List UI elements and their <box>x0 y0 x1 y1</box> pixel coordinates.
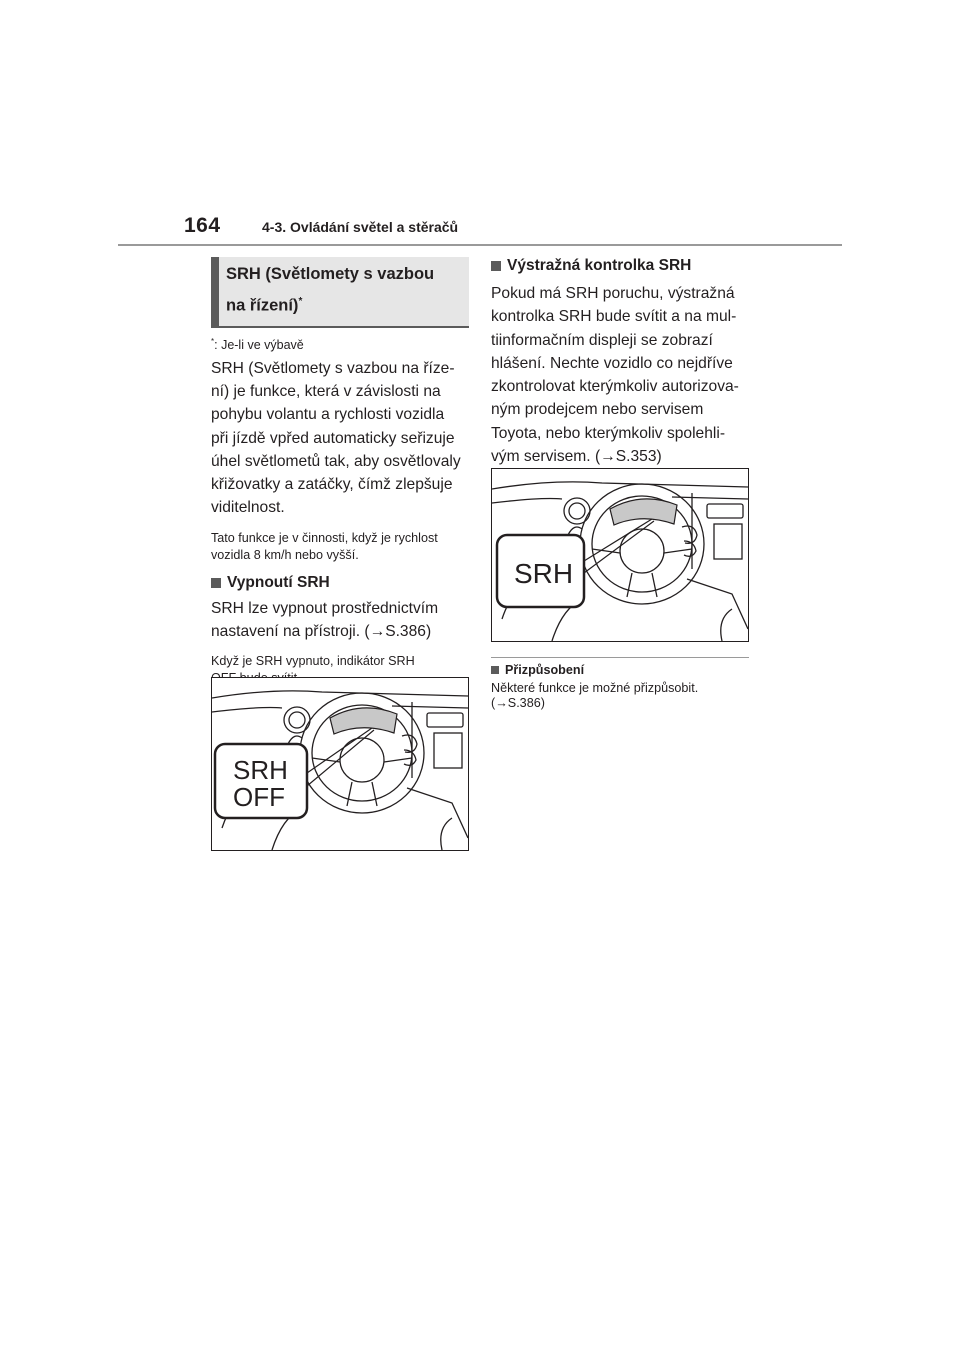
customization-title: Přizpůsobení <box>505 663 585 677</box>
footnote-text: : Je-li ve výbavě <box>214 337 304 352</box>
text-line: Toyota, nebo kterýmkoliv spolehli- <box>491 424 726 442</box>
text-line: při jízdě vpřed automaticky seřizuje <box>211 429 455 447</box>
srh-label: SRH <box>514 558 574 589</box>
turn-off-heading <box>211 574 469 592</box>
warning-light-title: Výstražná kontrolka SRH <box>507 257 692 274</box>
text-line: (→S.386) <box>491 696 545 710</box>
text-line: hlášení. Nechte vozidlo co nejdříve <box>491 354 733 372</box>
srh-warning-illustration <box>491 468 749 642</box>
text-line: nastavení na přístroji. (→S.386) <box>211 623 432 641</box>
square-bullet-icon <box>491 261 501 271</box>
left-column <box>211 257 469 687</box>
warning-light-heading <box>491 257 749 275</box>
header-divider <box>118 244 842 246</box>
square-bullet-icon <box>211 578 221 588</box>
text-line: pohybu volantu a rychlosti vozidla <box>211 406 445 424</box>
right-column <box>491 257 749 468</box>
srh-off-illustration <box>211 677 469 851</box>
dashboard-illustration <box>212 678 468 850</box>
text-line: vozidla 8 km/h nebo vyšší. <box>211 547 359 562</box>
text-line: zkontrolovat kterýmkoliv autorizova- <box>491 378 739 396</box>
turn-off-paragraph <box>211 597 469 644</box>
dashboard-illustration <box>492 469 748 641</box>
customization-divider <box>491 657 749 658</box>
text-line: Některé funkce je možné přizpůsobit. <box>491 681 699 695</box>
text-line: Když je SRH vypnuto, indikátor SRH <box>211 654 415 669</box>
customization-heading <box>491 663 749 677</box>
turn-off-title: Vypnoutí SRH <box>227 573 330 591</box>
srh-intro-paragraph <box>211 357 469 520</box>
page-number: 164 <box>184 214 221 237</box>
off-label-line-2: OFF <box>233 782 285 812</box>
text-line: úhel světlometů tak, aby osvětlovaly <box>211 452 461 470</box>
availability-footnote <box>211 337 469 352</box>
heading-line-2: na řízení) <box>226 296 299 315</box>
text-line: SRH lze vypnout prostřednictvím <box>211 599 439 617</box>
customization-section <box>491 663 749 711</box>
heading-footnote-marker: * <box>298 296 303 307</box>
srh-label-line-1: SRH <box>233 755 288 785</box>
footnote-marker: * <box>211 336 215 346</box>
text-line: Pokud má SRH poruchu, výstražná <box>491 285 735 302</box>
heading-line-1: SRH (Světlomety s vazbou <box>226 265 435 283</box>
text-line: tiinformačním displeji se zobrazí <box>491 331 713 349</box>
warning-light-paragraph <box>491 282 749 468</box>
text-line: ným prodejcem nebo servisem <box>491 401 704 419</box>
customization-paragraph <box>491 681 749 711</box>
speed-note <box>211 530 469 564</box>
square-bullet-icon <box>491 666 499 674</box>
text-line: křižovatky a zatáčky, čímž zlepšuje <box>211 476 453 494</box>
text-line: SRH (Světlomety s vazbou na říze- <box>211 359 455 377</box>
section-title: 4-3. Ovládání světel a stěračů <box>262 219 459 235</box>
text-line: vým servisem. (→S.353) <box>491 448 662 466</box>
srh-section-heading <box>211 257 469 328</box>
text-line: Tato funkce je v činnosti, když je rychlost <box>211 530 438 545</box>
text-line: ní) je funkce, která v závislosti na <box>211 382 441 400</box>
text-line: viditelnost. <box>211 499 285 517</box>
text-line: kontrolka SRH bude svítit a na mul- <box>491 308 737 326</box>
